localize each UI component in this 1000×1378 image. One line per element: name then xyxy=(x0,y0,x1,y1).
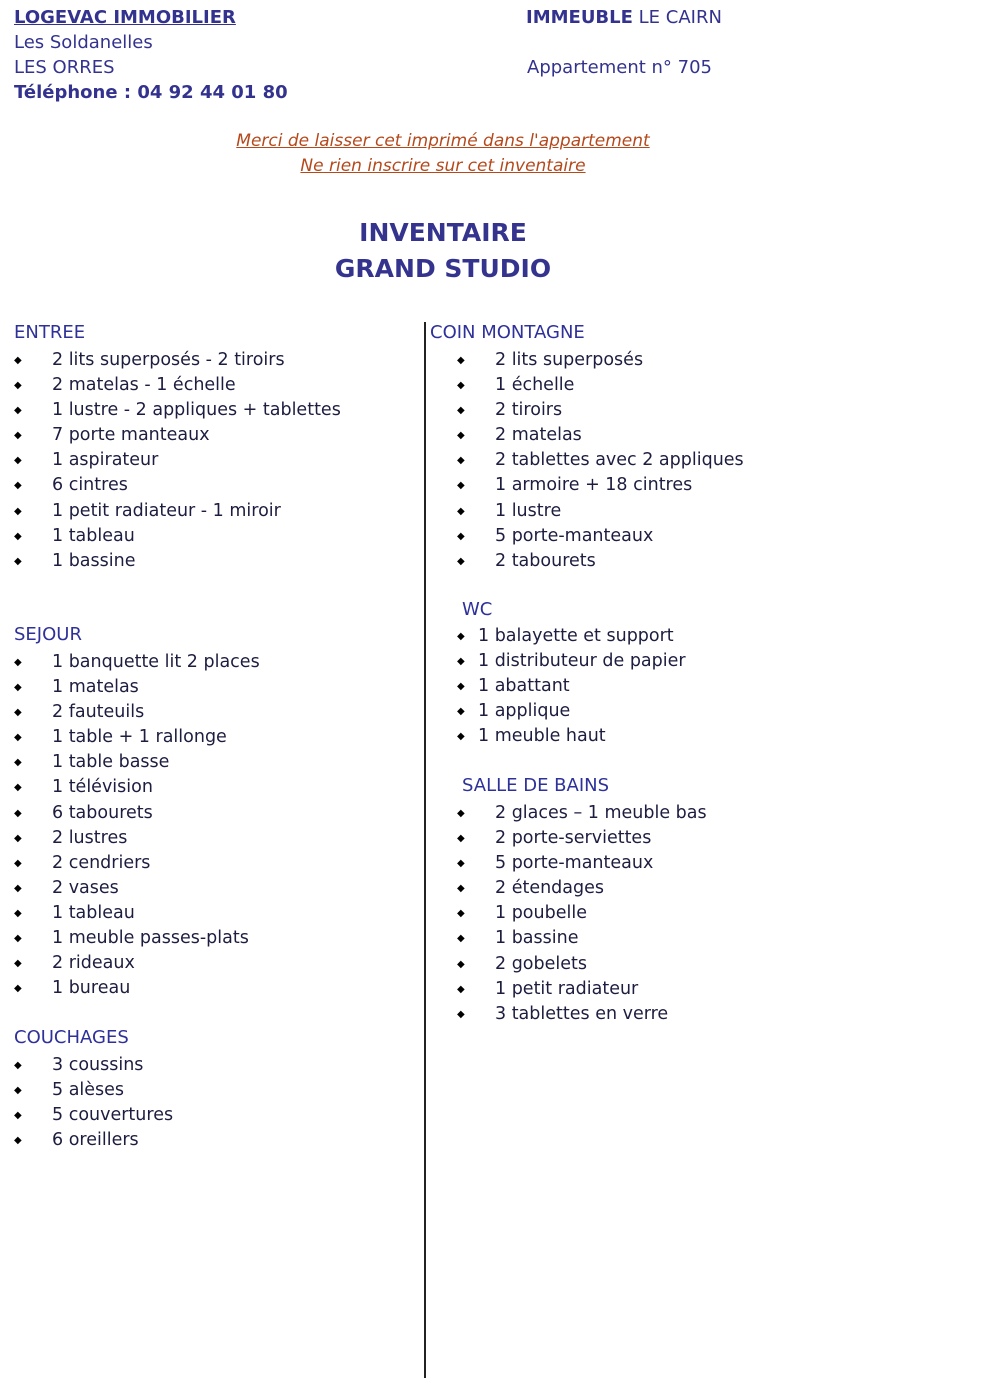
list-item-text: 2 tablettes avec 2 appliques xyxy=(495,450,744,471)
bullet-diamond-icon: ◆ xyxy=(14,530,22,542)
bullet-diamond-icon: ◆ xyxy=(14,882,22,894)
list-item-text: 1 armoire + 18 cintres xyxy=(495,475,693,496)
list-item-text: 6 cintres xyxy=(52,475,128,496)
list-item-text: 5 porte-manteaux xyxy=(495,853,654,874)
list-item-text: 2 cendriers xyxy=(52,852,151,873)
phone-number: 04 92 44 01 80 xyxy=(137,82,288,103)
bullet-diamond-icon: ◆ xyxy=(14,757,22,769)
section-title-wc: WC xyxy=(462,599,493,620)
bullet-diamond-icon: ◆ xyxy=(457,833,465,845)
apartment-number: Appartement n° 705 xyxy=(527,57,713,78)
list-item-text: 5 couvertures xyxy=(52,1105,174,1126)
building-prefix: IMMEUBLE xyxy=(526,7,633,28)
bullet-diamond-icon: ◆ xyxy=(457,1008,465,1020)
list-item-text: 1 télévision xyxy=(52,777,153,798)
bullet-diamond-icon: ◆ xyxy=(14,857,22,869)
bullet-diamond-icon: ◆ xyxy=(14,480,22,492)
list-item-text: 5 porte-manteaux xyxy=(495,525,654,546)
bullet-diamond-icon: ◆ xyxy=(14,832,22,844)
list-item-text: 2 lustres xyxy=(52,827,128,848)
list-item-text: 2 fauteuils xyxy=(52,702,145,723)
bullet-diamond-icon: ◆ xyxy=(457,958,465,970)
agency-phone xyxy=(14,80,288,105)
bullet-diamond-icon: ◆ xyxy=(457,430,465,442)
list-item-text: 6 tabourets xyxy=(52,802,153,823)
bullet-diamond-icon: ◆ xyxy=(14,983,22,995)
building-name xyxy=(526,5,722,30)
list-item-text: 1 poubelle xyxy=(495,903,587,924)
list-item-text: 3 coussins xyxy=(52,1055,144,1075)
bullet-diamond-icon: ◆ xyxy=(14,1110,22,1122)
list-item-text: 2 vases xyxy=(52,877,119,898)
bullet-diamond-icon: ◆ xyxy=(14,505,22,517)
phone-label: Téléphone : xyxy=(14,82,132,103)
bullet-diamond-icon: ◆ xyxy=(457,656,465,668)
list-item-text: 1 aspirateur xyxy=(52,450,159,471)
bullet-diamond-icon: ◆ xyxy=(14,1060,22,1071)
bullet-diamond-icon: ◆ xyxy=(14,430,22,442)
agency-address-line1: Les Soldanelles xyxy=(14,32,153,53)
list-item-text: 1 tableau xyxy=(52,902,135,923)
bullet-diamond-icon: ◆ xyxy=(457,858,465,870)
bullet-diamond-icon: ◆ xyxy=(457,480,465,492)
list-item-text: 1 balayette et support xyxy=(478,626,674,646)
bullet-diamond-icon: ◆ xyxy=(14,657,22,668)
list-item-text: 7 porte manteaux xyxy=(52,425,210,446)
bullet-diamond-icon: ◆ xyxy=(457,983,465,995)
column-divider xyxy=(424,322,426,1378)
bullet-diamond-icon: ◆ xyxy=(457,681,465,693)
bullet-diamond-icon: ◆ xyxy=(14,1085,22,1097)
list-item-text: 1 meuble haut xyxy=(478,726,606,747)
bullet-diamond-icon: ◆ xyxy=(14,807,22,819)
list-item-text: 1 bassine xyxy=(495,928,579,949)
agency-address-line2: LES ORRES xyxy=(14,57,115,78)
agency-name: LOGEVAC IMMOBILIER xyxy=(14,7,236,28)
list-item-text: 1 applique xyxy=(478,701,571,722)
list-item-text: 1 tableau xyxy=(52,525,135,546)
list-item-text: 1 bureau xyxy=(52,978,131,999)
list-item-text: 1 table basse xyxy=(52,752,170,773)
list-item-text: 2 matelas xyxy=(495,425,582,446)
list-item-text: 2 étendages xyxy=(495,878,605,899)
list-item-text: 1 petit radiateur - 1 miroir xyxy=(52,500,281,521)
bullet-diamond-icon: ◆ xyxy=(14,355,22,366)
bullet-diamond-icon: ◆ xyxy=(457,808,465,819)
section-title-salle-de-bains: SALLE DE BAINS xyxy=(462,775,610,796)
bullet-diamond-icon: ◆ xyxy=(14,555,22,567)
bullet-diamond-icon: ◆ xyxy=(14,907,22,919)
bullet-diamond-icon: ◆ xyxy=(457,883,465,895)
list-item-text: 2 tiroirs xyxy=(495,400,563,421)
list-item-text: 2 lits superposés - 2 tiroirs xyxy=(52,350,285,370)
list-item-text: 1 petit radiateur xyxy=(495,978,639,999)
bullet-diamond-icon: ◆ xyxy=(14,707,22,719)
notice-line1: Merci de laisser cet imprimé dans l'appartement xyxy=(236,131,650,151)
list-item-text: 1 distributeur de papier xyxy=(478,651,686,672)
list-item-text: 1 meuble passes-plats xyxy=(52,928,249,949)
page-title: INVENTAIRE xyxy=(359,218,527,247)
bullet-diamond-icon: ◆ xyxy=(14,405,22,417)
bullet-diamond-icon: ◆ xyxy=(14,380,22,392)
list-item-text: 2 glaces – 1 meuble bas xyxy=(495,803,707,823)
bullet-diamond-icon: ◆ xyxy=(457,380,465,392)
bullet-diamond-icon: ◆ xyxy=(457,505,465,517)
list-item-text: 2 rideaux xyxy=(52,953,135,974)
notice-line2: Ne rien inscrire sur cet inventaire xyxy=(300,156,586,176)
bullet-diamond-icon: ◆ xyxy=(457,908,465,920)
bullet-diamond-icon: ◆ xyxy=(457,355,465,366)
list-item-text: 2 tabourets xyxy=(495,550,596,571)
list-item-text: 2 lits superposés xyxy=(495,350,644,370)
list-item-text: 1 lustre - 2 appliques + tablettes xyxy=(52,400,341,421)
list-item-text: 1 abattant xyxy=(478,676,570,697)
list-item-text: 2 porte-serviettes xyxy=(495,828,652,849)
list-item-text: 1 échelle xyxy=(495,375,575,396)
page-subtitle: GRAND STUDIO xyxy=(334,254,552,283)
building-name-text: LE CAIRN xyxy=(638,7,722,28)
bullet-diamond-icon: ◆ xyxy=(457,631,465,642)
list-item-text: 2 matelas - 1 échelle xyxy=(52,375,236,396)
bullet-diamond-icon: ◆ xyxy=(457,706,465,718)
section-title-sejour: SEJOUR xyxy=(14,624,82,645)
list-item-text: 1 matelas xyxy=(52,677,139,698)
bullet-diamond-icon: ◆ xyxy=(14,1135,22,1147)
list-item-text: 1 table + 1 rallonge xyxy=(52,727,227,748)
bullet-diamond-icon: ◆ xyxy=(14,933,22,945)
bullet-diamond-icon: ◆ xyxy=(457,405,465,417)
list-item-text: 6 oreillers xyxy=(52,1130,139,1151)
bullet-diamond-icon: ◆ xyxy=(457,731,465,743)
bullet-diamond-icon: ◆ xyxy=(14,732,22,744)
list-item-text: 1 lustre xyxy=(495,500,562,521)
section-title-coin-montagne: COIN MONTAGNE xyxy=(430,322,585,343)
bullet-diamond-icon: ◆ xyxy=(14,682,22,694)
bullet-diamond-icon: ◆ xyxy=(457,455,465,467)
list-item-text: 1 banquette lit 2 places xyxy=(52,652,260,672)
section-title-couchages: COUCHAGES xyxy=(14,1027,129,1048)
list-item-text: 1 bassine xyxy=(52,550,136,571)
bullet-diamond-icon: ◆ xyxy=(14,958,22,970)
list-item-text: 5 alèses xyxy=(52,1080,125,1101)
bullet-diamond-icon: ◆ xyxy=(457,933,465,945)
section-title-entree: ENTREE xyxy=(14,322,86,343)
bullet-diamond-icon: ◆ xyxy=(457,555,465,567)
list-item-text: 2 gobelets xyxy=(495,953,587,974)
bullet-diamond-icon: ◆ xyxy=(14,782,22,794)
bullet-diamond-icon: ◆ xyxy=(457,530,465,542)
bullet-diamond-icon: ◆ xyxy=(14,455,22,467)
list-item-text: 3 tablettes en verre xyxy=(495,1003,669,1024)
